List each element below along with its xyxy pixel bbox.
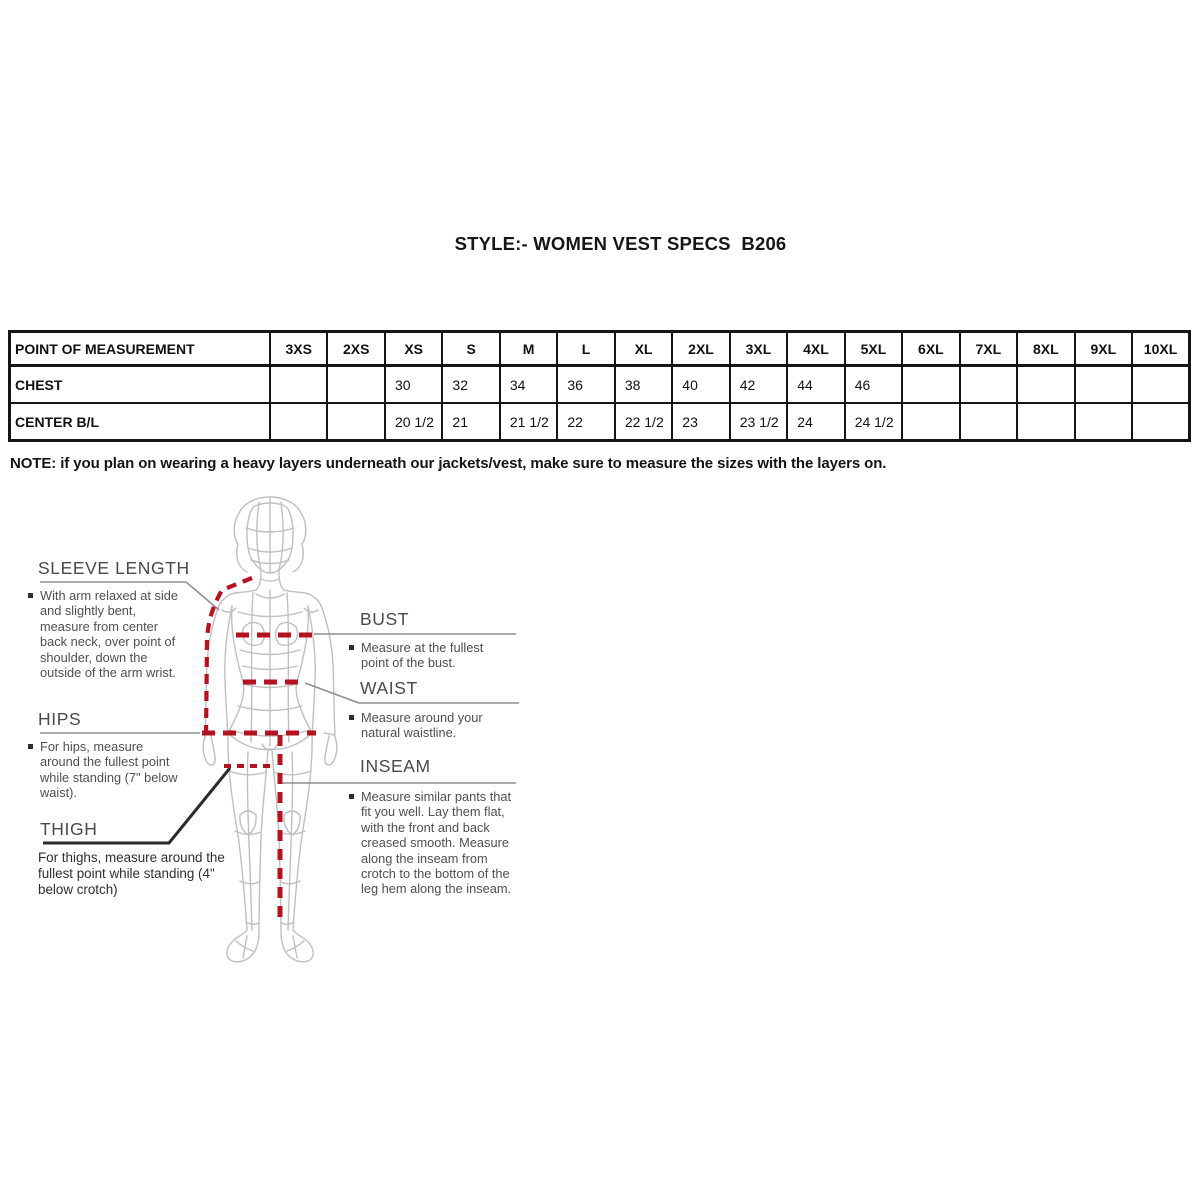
measurement-value-cell <box>327 366 384 404</box>
size-column-header: 7XL <box>960 332 1017 366</box>
table-row <box>10 366 1190 404</box>
measurement-value-cell: 32 <box>442 366 499 404</box>
thigh-heading: THIGH <box>40 819 98 839</box>
size-column-header: 9XL <box>1075 332 1132 366</box>
measurement-diagram <box>0 490 660 990</box>
size-column-header: 2XL <box>672 332 729 366</box>
size-table-container <box>8 330 1191 442</box>
hips-heading: HIPS <box>38 709 82 729</box>
size-column-header: M <box>500 332 557 366</box>
measurement-value-cell: 38 <box>615 366 672 404</box>
bullet-square-icon <box>349 645 354 650</box>
waist-description: Measure around your natural waistline. <box>349 710 484 741</box>
measurement-value-cell <box>960 366 1017 404</box>
measurement-value-cell <box>327 403 384 441</box>
sleeve-length-heading: SLEEVE LENGTH <box>38 558 190 578</box>
measurement-value-cell: 42 <box>730 366 787 404</box>
measurement-value-cell: 21 <box>442 403 499 441</box>
measurement-value-cell <box>1132 403 1189 441</box>
measurement-value-cell <box>1075 403 1132 441</box>
measurement-row-label: CHEST <box>10 366 271 404</box>
measurement-value-cell <box>1017 366 1074 404</box>
sleeve-length-line <box>206 578 252 738</box>
hips-description: For hips, measure around the fullest point while standing (7" below waist). <box>28 739 186 801</box>
measurement-value-cell <box>270 403 327 441</box>
size-table-head-row <box>10 332 1190 366</box>
bullet-square-icon <box>28 744 33 749</box>
measurement-value-cell: 22 <box>557 403 614 441</box>
measurement-value-cell: 34 <box>500 366 557 404</box>
sleeve-length-description: With arm relaxed at side and slightly bent, measure from center back neck, over point of shoulder, down the outside of the arm wrist. <box>28 588 178 680</box>
size-column-header: 2XS <box>327 332 384 366</box>
inseam-heading: INSEAM <box>360 756 431 776</box>
measurement-row-label: CENTER B/L <box>10 403 271 441</box>
bust-heading: BUST <box>360 609 410 629</box>
inseam-description: Measure similar pants that fit you well. Lay them flat, with the front and back creased smooth. Measure along the inseam from crotch to the bottom of the leg hem along the inseam. <box>349 789 517 897</box>
measurement-value-cell: 24 <box>787 403 844 441</box>
size-table <box>8 330 1191 442</box>
measurement-value-cell <box>1075 366 1132 404</box>
measurement-value-cell: 22 1/2 <box>615 403 672 441</box>
size-table-body <box>10 366 1190 441</box>
measurement-value-cell: 23 <box>672 403 729 441</box>
measurement-value-cell: 36 <box>557 366 614 404</box>
measurement-value-cell: 24 1/2 <box>845 403 902 441</box>
size-column-header: XS <box>385 332 442 366</box>
measurement-value-cell <box>270 366 327 404</box>
measurement-value-cell <box>960 403 1017 441</box>
bullet-square-icon <box>349 794 354 799</box>
measurement-value-cell <box>1132 366 1189 404</box>
size-column-header: 3XS <box>270 332 327 366</box>
size-column-header: 6XL <box>902 332 959 366</box>
waist-pointer-line <box>305 683 359 703</box>
waist-heading: WAIST <box>360 678 418 698</box>
bust-description: Measure at the fullest point of the bust. <box>349 640 497 671</box>
measurement-value-cell: 30 <box>385 366 442 404</box>
measurement-value-cell: 44 <box>787 366 844 404</box>
note-text: NOTE: if you plan on wearing a heavy layers underneath our jackets/vest, make sure to measure the sizes with the layers on. <box>10 455 887 472</box>
measurement-value-cell <box>902 366 959 404</box>
size-column-header: 5XL <box>845 332 902 366</box>
bullet-square-icon <box>28 593 33 598</box>
size-column-header: 8XL <box>1017 332 1074 366</box>
size-column-header: 4XL <box>787 332 844 366</box>
size-column-header: S <box>442 332 499 366</box>
measurement-value-cell <box>1017 403 1074 441</box>
measurement-value-cell: 20 1/2 <box>385 403 442 441</box>
measurement-value-cell: 21 1/2 <box>500 403 557 441</box>
size-column-header: L <box>557 332 614 366</box>
sleeve-length-pointer-line <box>186 582 219 610</box>
size-column-header: XL <box>615 332 672 366</box>
measurement-value-cell: 40 <box>672 366 729 404</box>
page-title: STYLE:- WOMEN VEST SPECS B206 <box>454 233 787 254</box>
point-of-measurement-header: POINT OF MEASUREMENT <box>10 332 271 366</box>
size-column-header: 3XL <box>730 332 787 366</box>
table-row <box>10 403 1190 441</box>
measurement-value-cell: 23 1/2 <box>730 403 787 441</box>
thigh-description: For thighs, measure around the fullest point while standing (4" below crotch) <box>38 850 225 897</box>
measurement-value-cell: 46 <box>845 366 902 404</box>
size-column-header: 10XL <box>1132 332 1189 366</box>
measurement-value-cell <box>902 403 959 441</box>
bullet-square-icon <box>349 715 354 720</box>
